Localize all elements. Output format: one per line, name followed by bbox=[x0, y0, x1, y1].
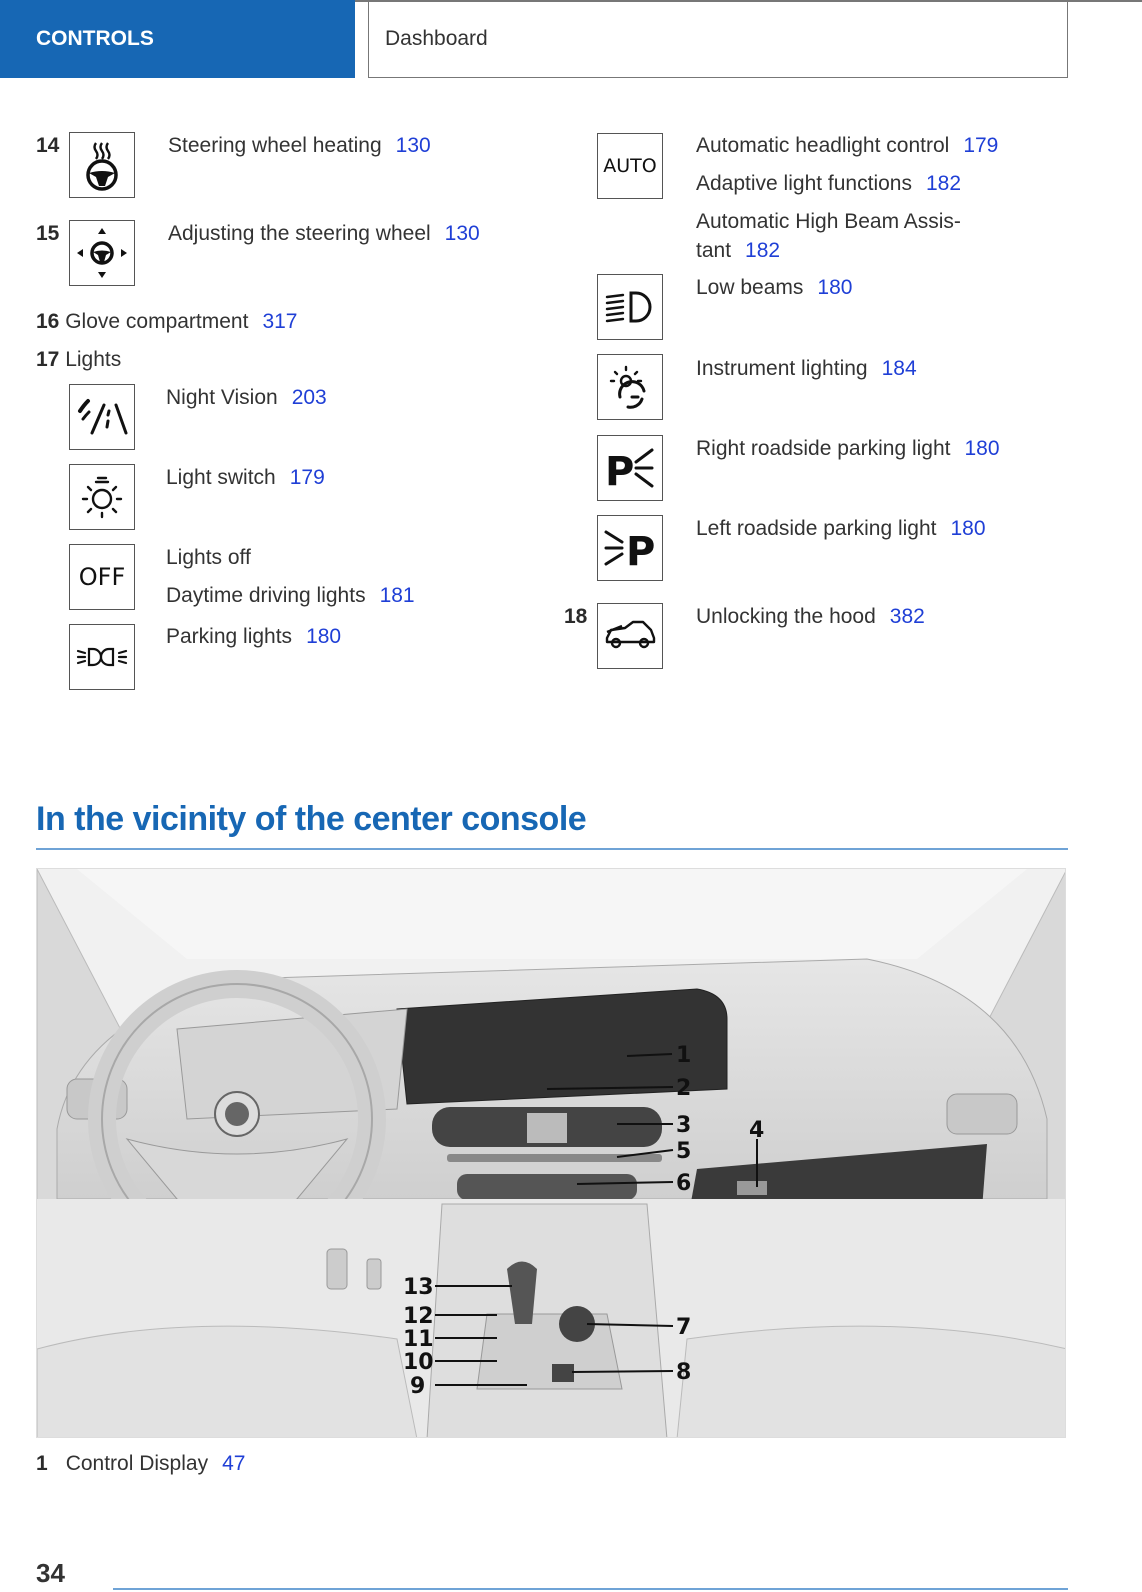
header-section-label: CONTROLS bbox=[36, 27, 154, 50]
entry-label: Left roadside parking light bbox=[696, 517, 937, 540]
entry-label: Automatic headlight control bbox=[696, 134, 950, 157]
page-link[interactable]: 179 bbox=[289, 466, 325, 489]
entry-label: Glove compartment bbox=[65, 310, 249, 333]
callout-11: 11 bbox=[403, 1327, 434, 1352]
header-chapter-label: Dashboard bbox=[385, 26, 488, 50]
entry-adjust-steering-wheel bbox=[168, 219, 480, 249]
header-section bbox=[0, 0, 355, 78]
entry-automatic-headlight-control bbox=[696, 131, 998, 161]
entry-steering-wheel-heating bbox=[168, 131, 431, 161]
page-link[interactable]: 47 bbox=[222, 1452, 246, 1475]
page-link[interactable]: 203 bbox=[291, 386, 327, 409]
callout-6: 6 bbox=[676, 1171, 692, 1196]
callout-1: 1 bbox=[676, 1043, 692, 1068]
item-number-16: 16 bbox=[36, 310, 60, 333]
callout-10: 10 bbox=[403, 1350, 434, 1375]
entry-label: Adaptive light functions bbox=[696, 172, 912, 195]
item-number-18: 18 bbox=[564, 605, 588, 628]
steering-wheel-adjust-icon bbox=[69, 220, 135, 286]
entry-label: Unlocking the hood bbox=[696, 605, 876, 628]
right-parking-light-icon bbox=[597, 435, 663, 501]
entry-label: Lights bbox=[65, 348, 122, 371]
instrument-lighting-icon bbox=[597, 354, 663, 420]
item-number-14: 14 bbox=[36, 134, 60, 157]
entry-lights-off bbox=[166, 543, 251, 573]
auto-icon bbox=[597, 133, 663, 199]
section-rule bbox=[36, 848, 1068, 850]
entry-label: Low beams bbox=[696, 276, 804, 299]
entry-left-roadside-parking-light bbox=[696, 514, 986, 544]
callout-12: 12 bbox=[403, 1304, 434, 1329]
auto-icon-text: AUTO bbox=[603, 155, 657, 177]
callout-7: 7 bbox=[676, 1315, 692, 1340]
entry-label: Night Vision bbox=[166, 386, 278, 409]
entry-unlocking-the-hood bbox=[696, 602, 925, 632]
entry-adaptive-light-functions bbox=[696, 169, 961, 199]
entry-low-beams bbox=[696, 273, 852, 303]
entry-label: Steering wheel heating bbox=[168, 134, 382, 157]
callout-9: 9 bbox=[410, 1374, 426, 1399]
entry-right-roadside-parking-light bbox=[696, 434, 1000, 464]
light-switch-icon bbox=[69, 464, 135, 530]
page-link[interactable]: 182 bbox=[925, 172, 962, 195]
page-link[interactable]: 180 bbox=[306, 625, 342, 648]
section-title: In the vicinity of the center console bbox=[36, 800, 587, 838]
callout-13: 13 bbox=[403, 1275, 434, 1300]
page-link[interactable]: 180 bbox=[964, 437, 1000, 460]
callout-2: 2 bbox=[676, 1076, 692, 1101]
page-link[interactable]: 184 bbox=[881, 357, 917, 380]
page-link[interactable]: 180 bbox=[950, 517, 986, 540]
page-link[interactable]: 181 bbox=[379, 584, 415, 607]
entry-high-beam-assistant bbox=[696, 207, 961, 237]
page-link[interactable]: 182 bbox=[745, 239, 781, 262]
svg-text:P: P bbox=[605, 449, 635, 495]
caption-number: 1 bbox=[36, 1452, 48, 1475]
entry-label: Parking lights bbox=[166, 625, 293, 648]
caption-label: Control Display bbox=[65, 1452, 209, 1475]
entry-label: Light switch bbox=[166, 466, 276, 489]
entry-night-vision bbox=[166, 383, 327, 413]
entry-label-line2: tant bbox=[696, 239, 732, 262]
entry-label-line1: Automatic High Beam Assis- bbox=[696, 210, 961, 233]
steering-wheel-heating-icon bbox=[69, 132, 135, 198]
entry-glove-compartment bbox=[36, 307, 298, 337]
off-icon bbox=[69, 544, 135, 610]
entry-instrument-lighting bbox=[696, 354, 917, 384]
entry-lights bbox=[36, 345, 121, 375]
night-vision-icon bbox=[69, 384, 135, 450]
center-console-illustration bbox=[36, 868, 1066, 1438]
entry-high-beam-assistant-cont bbox=[696, 236, 780, 266]
page-link[interactable]: 382 bbox=[889, 605, 925, 628]
left-parking-light-icon bbox=[597, 515, 663, 581]
header-chapter bbox=[368, 0, 1068, 78]
page-link[interactable]: 317 bbox=[262, 310, 298, 333]
entry-light-switch bbox=[166, 463, 325, 493]
entry-label: Lights off bbox=[166, 546, 251, 569]
callout-3: 3 bbox=[676, 1113, 692, 1138]
callout-8: 8 bbox=[676, 1360, 692, 1385]
page-link[interactable]: 130 bbox=[395, 134, 431, 157]
callout-5: 5 bbox=[676, 1139, 692, 1164]
item-number-15: 15 bbox=[36, 222, 60, 245]
low-beams-icon bbox=[597, 274, 663, 340]
off-icon-text: OFF bbox=[78, 563, 126, 591]
entry-label: Instrument lighting bbox=[696, 357, 868, 380]
page-link[interactable]: 179 bbox=[963, 134, 999, 157]
parking-lights-icon bbox=[69, 624, 135, 690]
entry-parking-lights bbox=[166, 622, 341, 652]
page-link[interactable]: 180 bbox=[817, 276, 853, 299]
caption-item-1 bbox=[36, 1449, 245, 1479]
entry-label: Right roadside parking light bbox=[696, 437, 951, 460]
entry-label: Daytime driving lights bbox=[166, 584, 366, 607]
page-link[interactable]: 130 bbox=[444, 222, 480, 245]
callout-4: 4 bbox=[749, 1118, 765, 1143]
hood-unlock-icon bbox=[597, 603, 663, 669]
svg-text:P: P bbox=[626, 529, 656, 575]
item-number-17: 17 bbox=[36, 348, 60, 371]
page-number: 34 bbox=[36, 1558, 65, 1588]
footer-rule bbox=[113, 1588, 1068, 1590]
entry-daytime-driving-lights bbox=[166, 581, 415, 611]
entry-label: Adjusting the steering wheel bbox=[168, 222, 431, 245]
